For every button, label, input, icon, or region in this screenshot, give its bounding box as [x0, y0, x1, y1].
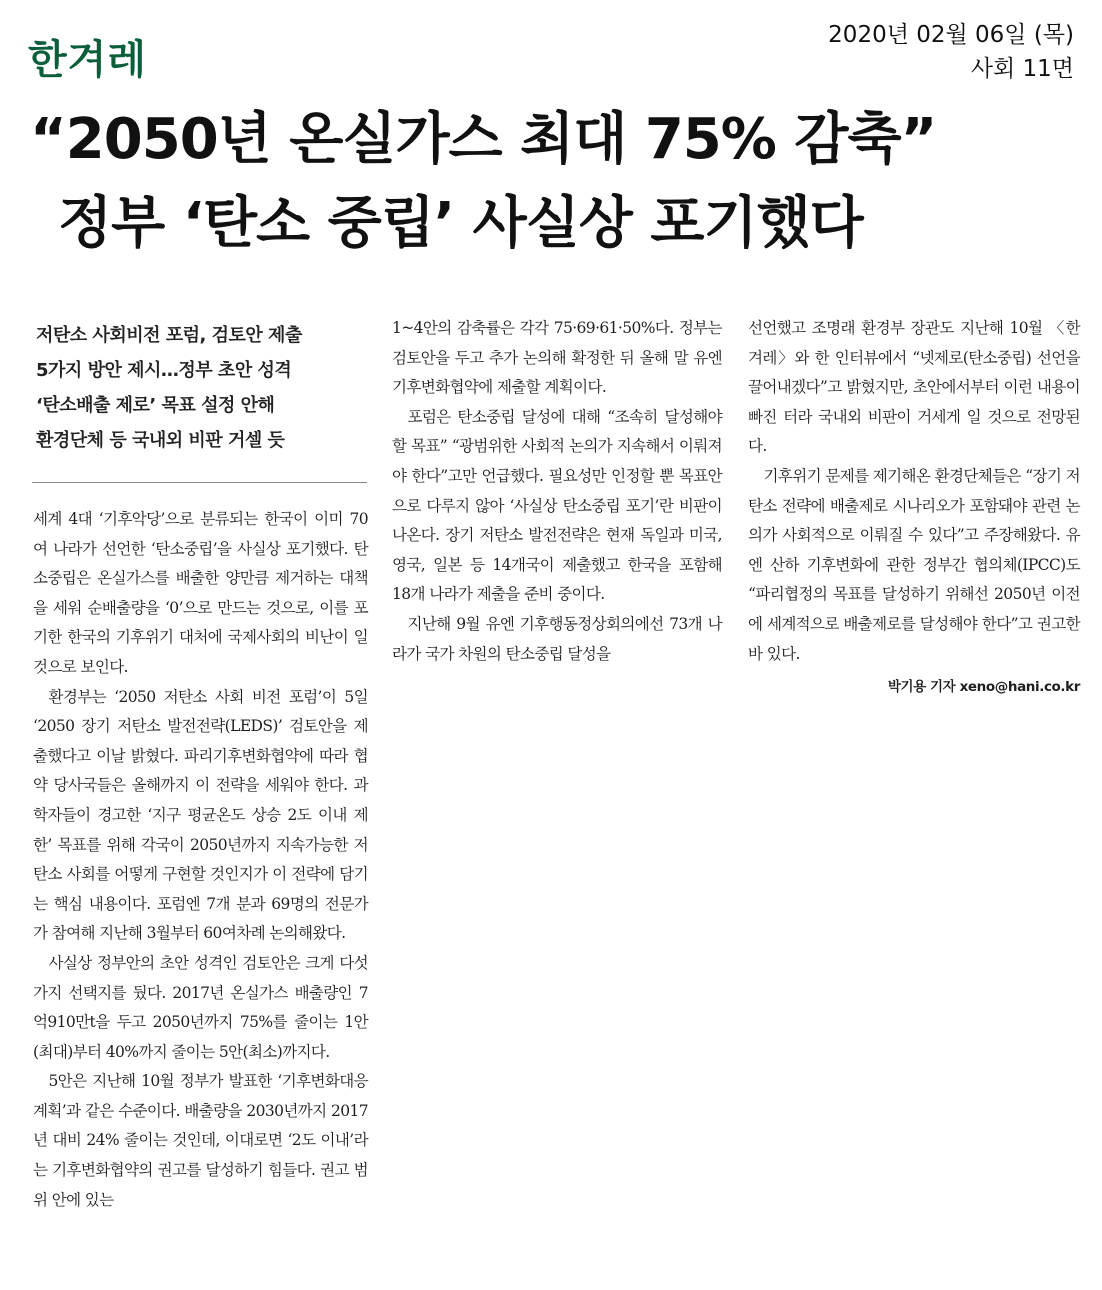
paragraph: 선언했고 조명래 환경부 장관도 지난해 10월 〈한겨레〉와 한 인터뷰에서 “넷제로(탄소중립) 선언을 끌어내겠다”고 밝혔지만, 초안에서부터 이런 내용이 빠진 터라 국내외 비판이 거세게 일 것으로 전망된다.	[748, 319, 1080, 456]
subheadline-line: 저탄소 사회비전 포럼, 검토안 제출	[36, 325, 302, 346]
section-page: 사회 11면	[970, 56, 1074, 82]
subheadline-line: 환경단체 등 국내외 비판 거셀 듯	[36, 430, 285, 451]
headline-line-1: “2050년 온실가스 최대 75% 감축”	[30, 107, 937, 172]
paragraph: 5안은 지난해 10월 정부가 발표한 ‘기후변화대응계획’과 같은 수준이다. 배출량을 2030년까지 2017년 대비 24% 줄이는 것인데, 이대로면 ‘2도 이내’라는 기후변화협약의 권고를 달성하기 힘들다. 권고 범위 안에 있는	[33, 1072, 368, 1209]
paragraph: 지난해 9월 유엔 기후행동정상회의에선 73개 나라가 국가 차원의 탄소중립 달성을	[392, 614, 722, 663]
paragraph: 사실상 정부안의 초안 성격인 검토안은 크게 다섯 가지 선택지를 뒀다. 2017년 온실가스 배출량인 7억910만t을 두고 2050년까지 75%를 줄이는 1안(최대)부터 40%까지 줄이는 5안(최소)까지다.	[33, 953, 368, 1061]
subheadline-line: 5가지 방안 제시…정부 초안 성격	[36, 360, 292, 381]
publication-date: 2020년 02월 06일 (목)	[828, 22, 1074, 48]
masthead-meta	[828, 18, 1074, 86]
paragraph: 1~4안의 감축률은 각각 75·69·61·50%다. 정부는 검토안을 두고 추가 논의해 확정한 뒤 올해 말 유엔기후변화협약에 제출할 계획이다.	[392, 319, 722, 397]
headline-line-2: 정부 ‘탄소 중립’ 사실상 포기했다	[58, 191, 863, 256]
paragraph: 포럼은 탄소중립 달성에 대해 “조속히 달성해야 할 목표” “광범위한 사회적 논의가 지속해서 이뤄져야 한다”고만 언급했다. 필요성만 인정할 뿐 목표안으로 다루지 않아 ‘사실상 탄소중립 포기’란 비판이 나온다. 장기 저탄소 발전전략은 현재 독일과 미국, 영국, 일본 등 14개국이 제출했고 한국을 포함해 18개 나라가 제출을 준비 중이다.	[392, 407, 722, 604]
subheadline-divider	[32, 482, 367, 483]
headline	[30, 98, 1075, 266]
byline: 박기용 기자 xeno@hani.co.kr	[887, 679, 1080, 696]
subheadline-line: ‘탄소배출 제로’ 목표 설정 안해	[36, 395, 275, 416]
newspaper-logo: 한겨레	[28, 37, 147, 83]
paragraph: 기후위기 문제를 제기해온 환경단체들은 “장기 저탄소 전략에 배출제로 시나리오가 포함돼야 관련 논의가 사회적으로 이뤄질 수 있다”고 주장해왔다. 유엔 산하 기후변화에 관한 정부간 협의체(IPCC)도 “파리협정의 목표를 달성하기 위해선 2050년 이전에 세계적으로 배출제로를 달성해야 한다”고 권고한 바 있다.	[748, 466, 1080, 663]
article-column-3	[748, 314, 1080, 703]
article-column-1	[33, 505, 368, 1215]
paragraph: 환경부는 ‘2050 저탄소 사회 비전 포럼’이 5일 ‘2050 장기 저탄소 발전전략(LEDS)’ 검토안을 제출했다고 이날 밝혔다. 파리기후변화협약에 따라 협약 당사국들은 올해까지 이 전략을 세워야 한다. 과학자들이 경고한 ‘지구 평균온도 상승 2도 이내 제한’ 목표를 위해 각국이 2050년까지 지속가능한 저탄소 사회를 어떻게 구현할 것인지가 이 전략에 담기는 핵심 내용이다. 포럼엔 7개 분과 69명의 전문가가 참여해 지난해 3월부터 60여차례 논의해왔다.	[33, 687, 368, 943]
paragraph: 세계 4대 ‘기후악당’으로 분류되는 한국이 이미 70여 나라가 선언한 ‘탄소중립’을 사실상 포기했다. 탄소중립은 온실가스를 배출한 양만큼 제거하는 대책을 세워 순배출량을 ‘0’으로 만드는 것으로, 이를 포기한 한국의 기후위기 대처에 국제사회의 비난이 일 것으로 보인다.	[33, 510, 368, 676]
subheadline	[36, 318, 368, 458]
article-column-2	[392, 314, 722, 669]
